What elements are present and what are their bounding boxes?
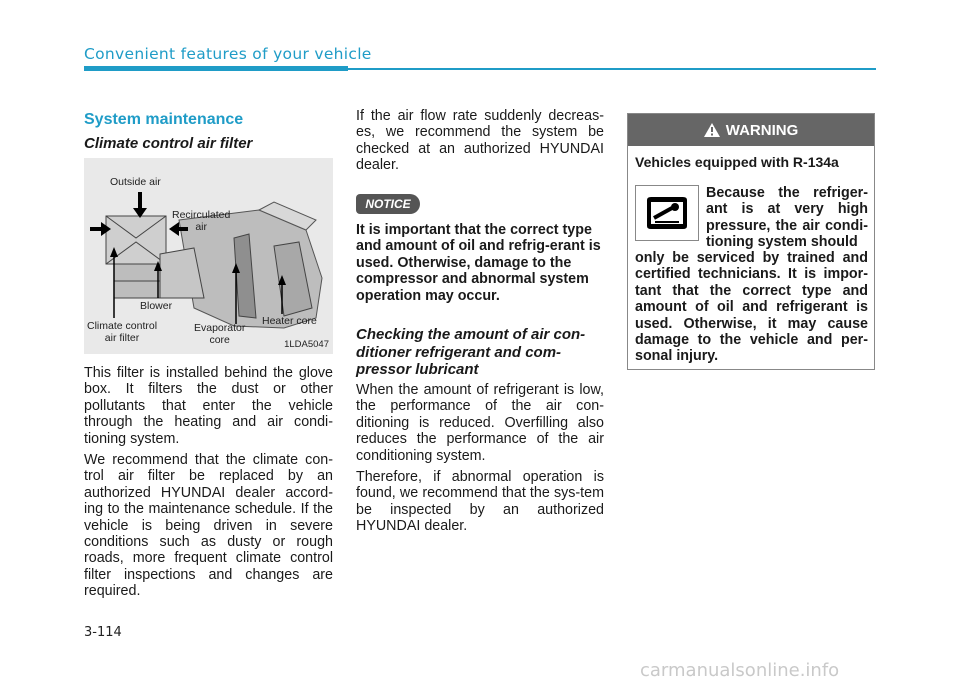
label-evaporator — [194, 323, 245, 346]
filter-subheading: Climate control air filter — [84, 135, 253, 152]
air-filter-diagram — [84, 158, 333, 354]
warning-triangle-icon — [704, 123, 720, 137]
warning-text-part1: Because the refriger-ant is at very high pressure, the air condi-tioning system should — [706, 185, 868, 251]
label-heater-core: Heater core — [262, 315, 317, 327]
filter-description: This filter is installed behind the glove box. It filters the dust or other pollutants that enter the vehicle through the heating and air condi-tioning system. — [84, 365, 333, 447]
section-title: Convenient features of your vehicle — [84, 45, 372, 63]
airflow-paragraph-block — [356, 108, 604, 174]
label-recirculated-air — [172, 210, 230, 233]
label-climate-filter-line2: air filter — [104, 331, 140, 344]
notice-badge: NOTICE — [356, 194, 420, 214]
label-climate-filter — [87, 321, 157, 344]
filter-replacement: We recommend that the climate con-trol air filter be replaced by an authorized HYUNDAI dealer accord-ing to the maintenance schedule. If the vehicle is being driven in severe conditions such as dusty or rough roads, more frequent climate control filter inspections and changes are required. — [84, 452, 333, 600]
warning-header — [628, 114, 874, 146]
header-rule — [348, 68, 876, 70]
figure-code: 1LDA5047 — [284, 339, 329, 350]
warning-subtitle: Vehicles equipped with R-134a — [635, 154, 839, 170]
inspection-paragraph: Therefore, if abnormal operation is found, we recommend that the sys-tem be inspected by an authorized HYUNDAI dealer. — [356, 469, 604, 535]
airflow-paragraph: If the air flow rate suddenly decreas-es, we recommend the system be checked at an authorized HYUNDAI dealer. — [356, 108, 604, 174]
label-climate-filter-line1: Climate control — [87, 320, 158, 332]
notice-text: It is important that the correct type and amount of oil and refrig-erant is used. Otherwise, damage to the compressor and abnormal system operation may occur. — [356, 222, 601, 304]
warning-box — [627, 113, 875, 370]
page-number: 3-114 — [84, 625, 122, 640]
section-heading: System maintenance — [84, 111, 244, 128]
col1-text — [84, 365, 333, 600]
label-recirculated-line1: Recirculated — [172, 209, 231, 221]
wrench-book-icon — [635, 185, 699, 241]
col2-text — [356, 382, 604, 535]
refrigerant-paragraph: When the amount of refrigerant is low, the performance of the air con-ditioning is reduced. Overfilling also reduces the performance of the air conditioning system. — [356, 382, 604, 464]
label-outside-air: Outside air — [110, 176, 161, 188]
warning-text-part2: only be serviced by trained and certified technicians. It is impor-tant that the correct type and amount of oil and refrigerant is used. Otherwise, it may cause damage to the vehicle and per-sonal injury. — [635, 250, 868, 365]
label-recirculated-line2: air — [195, 220, 208, 233]
watermark: carmanualsonline.info — [640, 660, 840, 681]
label-evaporator-line2: core — [209, 333, 230, 346]
warning-title: WARNING — [725, 121, 799, 139]
label-evaporator-line1: Evaporator — [194, 322, 246, 334]
refrigerant-subheading: Checking the amount of air con-ditioner refrigerant and com-pressor lubricant — [356, 326, 586, 378]
header-accent-bar — [84, 66, 348, 71]
notice-block — [356, 222, 604, 304]
label-blower: Blower — [140, 300, 173, 312]
service-manual-icon — [644, 196, 690, 230]
